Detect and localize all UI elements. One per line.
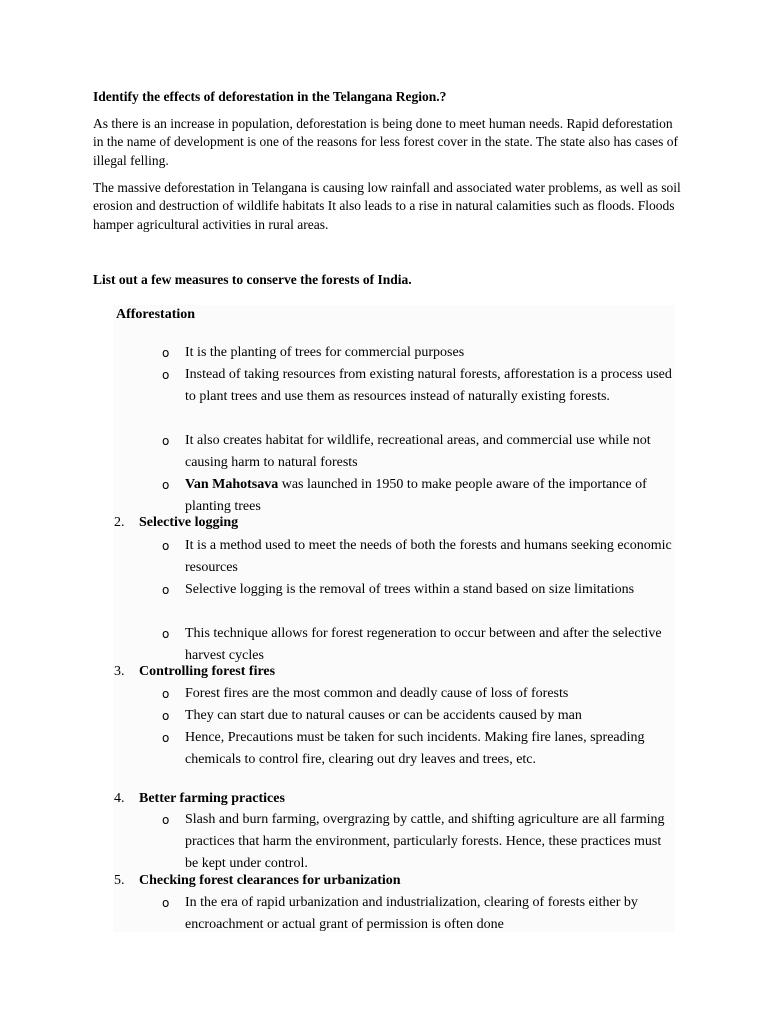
bullet-icon: o bbox=[162, 583, 170, 597]
paragraph-2: The massive deforestation in Telangana is causing low rainfall and associated water problems, as well as soil erosion and destruction of wildlife habitats It also leads to a rise in natural calamities such as floods. Floods hamper agricultural activities in rural areas. bbox=[93, 180, 681, 232]
bullet-icon: o bbox=[162, 813, 170, 827]
van-mahotsava-text: was launched in 1950 to make people aware of the importance of planting trees bbox=[185, 477, 647, 514]
list-item: Slash and burn farming, overgrazing by cattle, and shifting agriculture are all farming practices that harm the environment, particularly forests. Hence, these practices must be kept under control. bbox=[185, 812, 665, 871]
list-item: It is a method used to meet the needs of both the forests and humans seeking economic resources bbox=[185, 538, 672, 575]
bullet-icon: o bbox=[162, 627, 170, 641]
measure-title-selective-logging: Selective logging bbox=[139, 515, 239, 530]
bullet-icon: o bbox=[162, 731, 170, 745]
bullet-icon: o bbox=[162, 434, 170, 448]
list-item: It is the planting of trees for commercial purposes bbox=[185, 345, 465, 360]
bullet-icon: o bbox=[162, 368, 170, 382]
measure-number: 4. bbox=[114, 791, 125, 806]
list-item: It also creates habitat for wildlife, recreational areas, and commercial use while not causing harm to natural forests bbox=[185, 433, 651, 470]
list-item: Forest fires are the most common and deadly cause of loss of forests bbox=[185, 686, 569, 701]
measure-number: 3. bbox=[114, 664, 125, 679]
bullet-icon: o bbox=[162, 709, 170, 723]
measure-number: 2. bbox=[114, 515, 125, 530]
bullet-icon: o bbox=[162, 346, 170, 360]
question-heading-2: List out a few measures to conserve the forests of India. bbox=[93, 272, 412, 287]
bullet-icon: o bbox=[162, 896, 170, 910]
measure-number: 5. bbox=[114, 873, 125, 888]
measure-title-farming: Better farming practices bbox=[139, 791, 285, 806]
list-item bbox=[185, 474, 675, 518]
bullet-icon: o bbox=[162, 539, 170, 553]
bullet-icon: o bbox=[162, 478, 170, 492]
list-item: In the era of rapid urbanization and industrialization, clearing of forests either by encroachment or actual grant of permission is often done bbox=[185, 895, 638, 932]
list-item: They can start due to natural causes or can be accidents caused by man bbox=[185, 708, 582, 723]
measure-title-forest-fires: Controlling forest fires bbox=[139, 664, 276, 679]
van-mahotsava-term: Van Mahotsava bbox=[185, 477, 279, 492]
list-item: This technique allows for forest regeneration to occur between and after the selective harvest cycles bbox=[185, 626, 662, 663]
list-item: Instead of taking resources from existing natural forests, afforestation is a process used to plant trees and use them as resources instead of naturally existing forests. bbox=[185, 367, 672, 404]
list-item: Hence, Precautions must be taken for such incidents. Making fire lanes, spreading chemicals to control fire, clearing out dry leaves and trees, etc. bbox=[185, 730, 645, 767]
bullet-icon: o bbox=[162, 687, 170, 701]
measure-title-urbanization: Checking forest clearances for urbanization bbox=[139, 873, 401, 888]
list-item: Selective logging is the removal of trees within a stand based on size limitations bbox=[185, 582, 635, 597]
measure-title-afforestation: Afforestation bbox=[116, 307, 196, 322]
paragraph-1: As there is an increase in population, deforestation is being done to meet human needs. Rapid deforestation in the name of development is one of the reasons for less forest cover in the state. The state also has cases of illegal felling. bbox=[93, 116, 678, 168]
question-heading-1: Identify the effects of deforestation in the Telangana Region.? bbox=[93, 89, 447, 104]
